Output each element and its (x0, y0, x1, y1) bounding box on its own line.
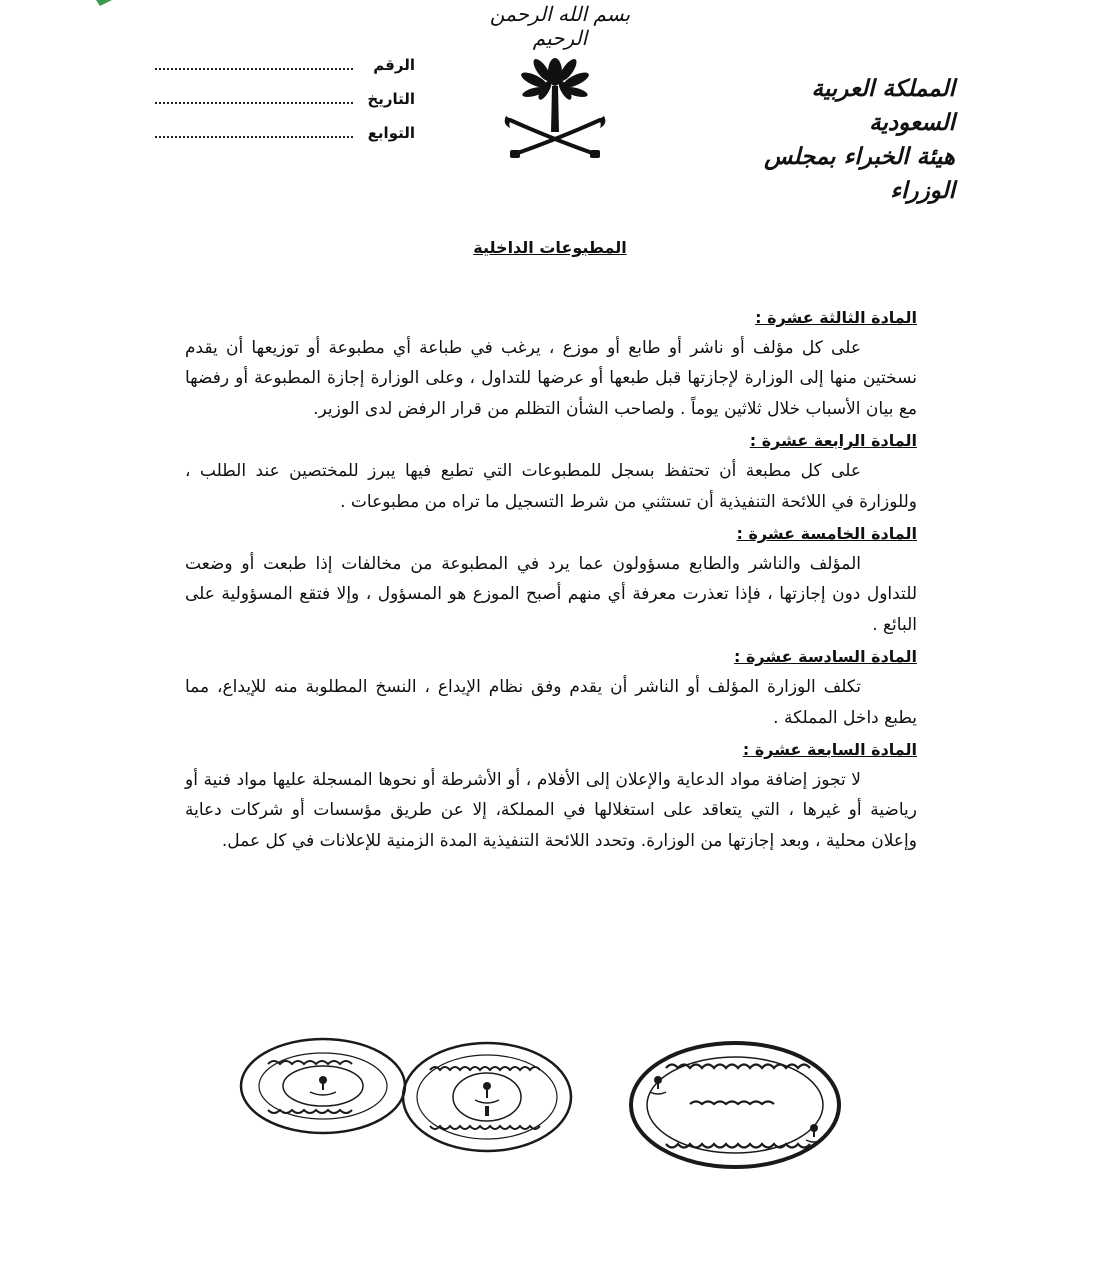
ref-number-line (155, 68, 353, 70)
ref-row-date (155, 88, 415, 122)
ref-date-label: التاريخ (367, 90, 415, 108)
article-13-text: على كل مؤلف أو ناشر أو طابع أو موزع ، يرغب في طباعة أي مطبوعة أو توزيعها أن يقدم نسختين منها إلى الوزارة لإجازتها قبل طبعها أو عرضها للتداول ، وعلى الوزارة إجازة المطبوعة أو رفضها مع بيان الأسباب خلال ثلاثين يوماً . ولصاحب الشأن التظلم من قرار الرفض لدى الوزير. (185, 338, 917, 419)
letterhead-kingdom: المملكة العربية السعودية (811, 75, 955, 136)
article-16-heading: المادة السادسة عشرة : (733, 647, 917, 667)
ref-date-line (155, 102, 353, 104)
article-13-heading: المادة الثالثة عشرة : (755, 308, 917, 327)
article-15-text: المؤلف والناشر والطابع مسؤولون عما يرد في المطبوعة من مخالفات إذا طبعت أو وضعت للتداول دون إجازتها ، فإذا تعذرت معرفة أي منهم أصبح الموزع هو المسؤول ، وإلا فتقع المسؤولية على البائع . (185, 554, 917, 635)
ref-row-number (155, 54, 415, 88)
article-17-heading: المادة السابعة عشرة : (742, 740, 917, 760)
letterhead (735, 72, 955, 208)
ref-attachments-label: التوابع (367, 124, 415, 142)
article-17-text: لا تجوز إضافة مواد الدعاية والإعلان إلى الأفلام ، أو الأشرطة أو نحوها المسجلة عليها مواد فنية أو رياضية أو غيرها ، التي يتعاقد على استغلالها في المملكة، إلا عن طريق مؤسسات أو شركات دعاية وإعلان محلية ، وبعد إجازتها من الوزارة. وتحدد اللائحة التنفيذية المدة الزمنية للإعلانات في كل عمل. (185, 770, 917, 851)
letterhead-authority: هيئة الخبراء بمجلس الوزراء (764, 143, 955, 204)
article-14-heading: المادة الرابعة عشرة : (749, 431, 917, 451)
stamp-bureau-of-experts-icon (400, 1040, 575, 1155)
stamp-general-secretariat-icon (238, 1036, 408, 1136)
article-15-heading: المادة الخامسة عشرة : (736, 524, 917, 544)
stamp-certified-true-copy-icon (628, 1040, 843, 1170)
ref-attachments-line (155, 136, 353, 138)
document-body (185, 303, 917, 858)
article-16-text: تكلف الوزارة المؤلف أو الناشر أن يقدم وفق نظام الإيداع ، النسخ المطلوبة منه للإيداع، مما يطبع داخل المملكة . (185, 677, 917, 728)
article-14-text: على كل مطبعة أن تحتفظ بسجل للمطبوعات التي تطبع فيها يبرز للمختصين عند الطلب ، وللوزارة في اللائحة التنفيذية أن تستثني من شرط التسجيل ما تراه من مطبوعات . (185, 461, 917, 512)
bismillah: بسم الله الرحمن الرحيم (489, 2, 631, 50)
document-title: المطبوعات الداخلية (473, 238, 627, 257)
reference-fields (155, 54, 415, 156)
palm-and-crossed-swords-emblem-icon (500, 50, 610, 168)
ref-number-label: الرقم (373, 56, 415, 74)
ref-row-attachments (155, 122, 415, 156)
corner-mark-icon (96, 0, 112, 6)
